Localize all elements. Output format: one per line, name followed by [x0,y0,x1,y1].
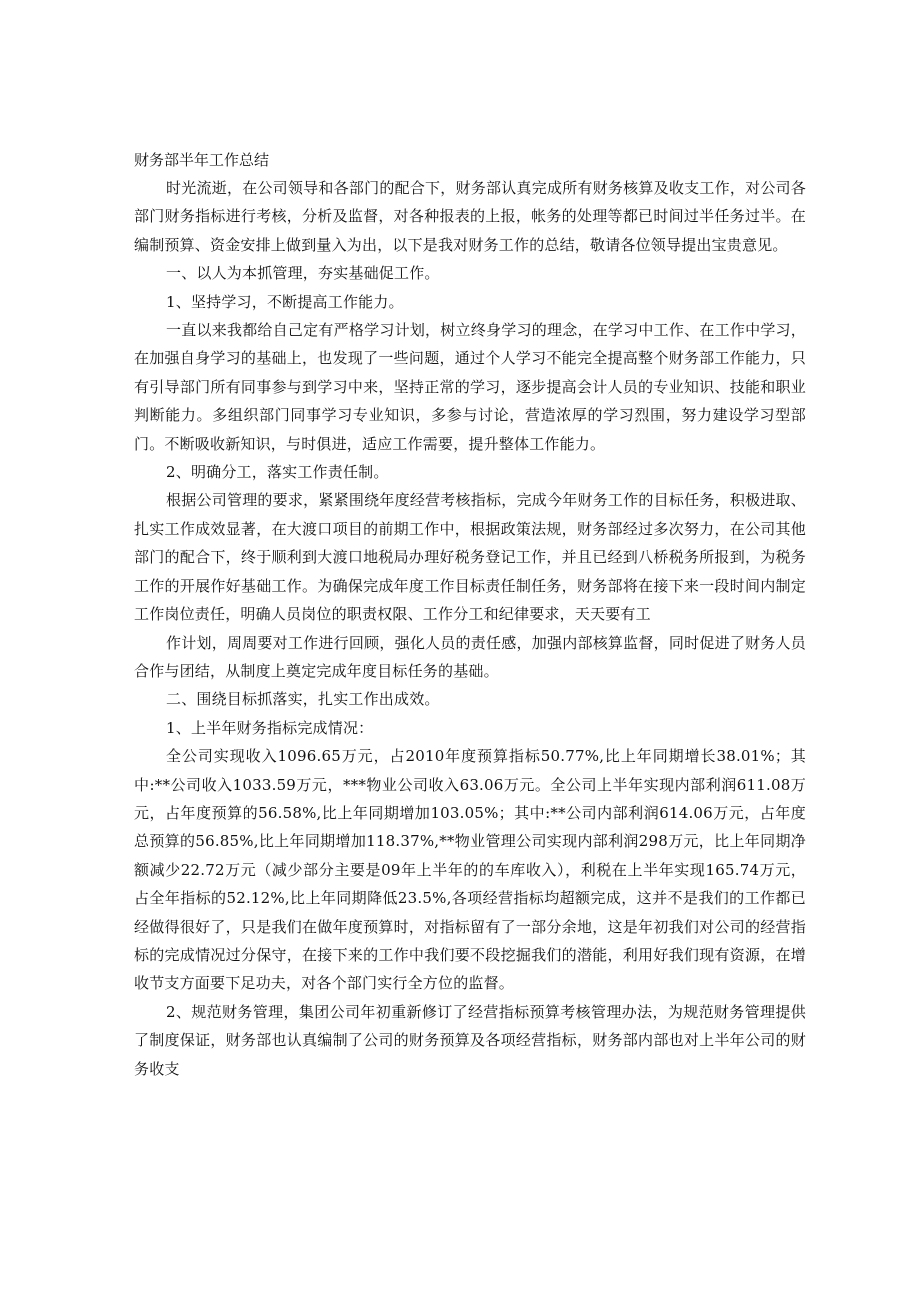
paragraph-financial-results: 全公司实现收入1096.65万元，占2010年度预算指标50.77%,比上年同期增长38.01%；其中:**公司收入1033.59万元，***物业公司收入63.06万元。全公司上半年实现内部利润611.08万元，占年度预算的56.58%,比上年同期增加103.05%；其中:**公司内部利润614.06万元，占年度总预算的56.85%,比上年同期增加118.37%,**物业管理公司实现内部利润298万元，比上年同期净额减少22.72万元（减少部分主要是09年上半年的的车库收入），利税在上半年实现165.74万元，占全年指标的52.12%,比上年同期降低23.5%,各项经营指标均超额完成，这并不是我们的工作都已经做得很好了，只是我们在做年度预算时，对指标留有了一部分余地，这是年初我们对公司的经营指标的完成情况过分保守，在接下来的工作中我们要不段挖掘我们的潜能，利用好我们现有资源，在增收节支方面要下足功夫，对各个部门实行全方位的监督。 [134,747,806,993]
paragraph-intro: 时光流逝，在公司领导和各部门的配合下，财务部认真完成所有财务核算及收支工作，对公司各部门财务指标进行考核，分析及监督，对各种报表的上报，帐务的处理等都已时间过半任务过半。在编制预算、资金安排上做到量入为出，以下是我对财务工作的总结，敬请各位领导提出宝贵意见。 [134,179,806,254]
paragraph-financial-management: 2、规范财务管理，集团公司年初重新修订了经营指标预算考核管理办法，为规范财务管理提供了制度保证，财务部也认真编制了公司的财务预算及各项经营指标，财务部内部也对上半年公司的财务收支 [134,1002,806,1078]
paragraph-study: 一直以来我都给自己定有严格学习计划，树立终身学习的理念，在学习中工作、在工作中学习，在加强自身学习的基础上，也发现了一些问题，通过个人学习不能完全提高整个财务部工作能力，只有引导部门所有同事参与到学习中来，坚持正常的学习，逐步提高会计人员的专业知识、技能和职业判断能力。多组织部门同事学习专业知识，多参与讨论，营造浓厚的学习烈围，努力建设学习型部门。不断吸收新知识，与时俱进，适应工作需要，提升整体工作能力。 [134,321,806,453]
document-title: 财务部半年工作总结 [134,151,270,169]
subsection-heading-2-1: 1、上半年财务指标完成情况： [166,718,374,737]
subsection-heading-1-1: 1、坚持学习，不断提高工作能力。 [166,292,404,311]
section-heading-2: 二、围绕目标抓落实，扎实工作出成效。 [166,690,440,709]
document-page [134,150,806,1083]
subsection-heading-1-2: 2、明确分工，落实工作责任制。 [166,463,389,482]
section-heading-1: 一、以人为本抓管理，夯实基础促工作。 [166,264,440,283]
paragraph-responsibility: 根据公司管理的要求，紧紧围绕年度经营考核指标，完成今年财务工作的目标任务，积极进取、扎实工作成效显著，在大渡口项目的前期工作中，根据政策法规，财务部经过多次努力，在公司其他部门的配合下，终于顺利到大渡口地税局办理好税务登记工作，并且已经到八桥税务所报到，为税务工作的开展作好基础工作。为确保完成年度工作目标责任制任务，财务部将在接下来一段时间内制定工作岗位责任，明确人员岗位的职责权限、工作分工和纪律要求，天天要有工 [134,491,806,624]
paragraph-work-plan: 作计划，周周要对工作进行回顾，强化人员的责任感，加强内部核算监督，同时促进了财务人员合作与团结，从制度上奠定完成年度目标任务的基础。 [134,633,806,680]
